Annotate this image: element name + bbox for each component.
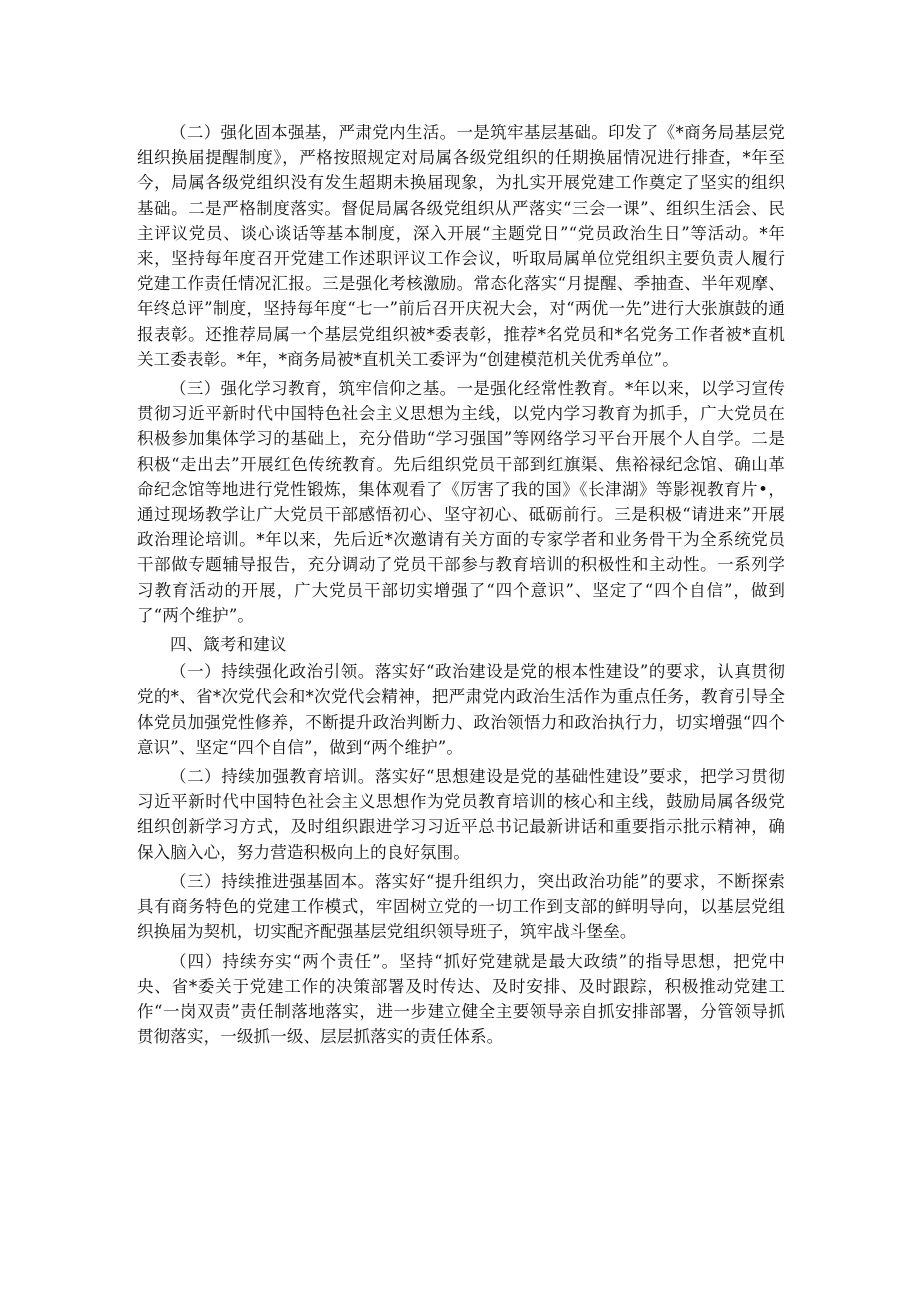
paragraph-study-education: （三）强化学习教育，筑牢信仰之基。一是强化经常性教育。*年以来，以学习宣传贯彻习近平新时代中国特色社会主义思想为主线，以党内学习教育为抓手，广大党员在积极参加集体学习的基础上，充分借助“学习强国”等网络学习平台开展个人自学。二是积极“走出去”开展红色传统教育。先后组织党员干部到红旗渠、焦裕禄纪念馆、确山革命纪念馆等地进行党性锻炼，集体观看了《厉害了我的国》《长津湖》等影视教育片•，通过现场教学让广大党员干部感悟初心、坚守初心、砥砺前行。三是积极“请进来”开展政治理论培训。*年以来，先后近*次邀请有关方面的专家学者和业务骨干为全系统党员干部做专题辅导报告，充分调动了党员干部参与教育培训的积极性和主动性。一系列学习教育活动的开展，广大党员干部切实增强了“四个意识”、坚定了“四个自信”，做到了“两个维护”。 <box>137 379 785 625</box>
paragraph-strengthen-foundation: （二）强化固本强基，严肃党内生活。一是筑牢基层基础。印发了《*商务局基层党组织换届提醒制度》，严格按照规定对局属各级党组织的任期换届情况进行排查，*年至今，局属各级党组织没有发生超期未换届现象，为扎实开展党建工作奠定了坚实的组织基础。二是严格制度落实。督促局属各级党组织从严落实“三会一课”、组织生活会、民主评议党员、谈心谈话等基本制度，深入开展“主题党日”“党员政治生日”等活动。*年来，坚持每年度召开党建工作述职评议工作会议，听取局属单位党组织主要负责人履行党建工作责任情况汇报。三是强化考核激励。常态化落实“月提醒、季抽查、半年观摩、年终总评”制度，坚持每年度“七一”前后召开庆祝大会，对“两优一先”进行大张旗鼓的通报表彰。还推荐局属一个基层党组织被*委表彰，推荐*名党员和*名党务工作者被*直机关工委表彰。*年，*商务局被*直机关工委评为“创建模范机关优秀单位”。 <box>137 123 785 369</box>
paragraph-political-guidance: （一）持续强化政治引领。落实好“政治建设是党的根本性建设”的要求，认真贯彻党的*、省*次党代会和*次党代会精神，把严肃党内政治生活作为重点任务，教育引导全体党员加强党性修养，不断提升政治判断力、政治领悟力和政治执行力，切实增强“四个意识”、坚定“四个自信”，做到“两个维护”。 <box>137 662 785 757</box>
paragraph-two-responsibilities: （四）持续夯实“两个责任”。坚持“抓好党建就是最大政绩”的指导思想，把党中央、省*委关于党建工作的决策部署及时传达、及时安排、及时跟踪，积极推动党建工作“一岗双责”责任制落地落实，进一步建立健全主要领导亲自抓安排部署，分管领导抓贯彻落实，一级抓一级、层层抓落实的责任体系。 <box>137 951 785 1047</box>
paragraph-grassroots-strengthening: （三）持续推进强基固本。落实好“提升组织力，突出政治功能”的要求，不断探索具有商务特色的党建工作模式，牢固树立党的一切工作到支部的鲜明导向，以基层党组织换届为契机，切实配齐配强基层党组织领导班子，筑牢战斗堡垒。 <box>137 871 785 942</box>
paragraph-education-training: （二）持续加强教育培训。落实好“思想建设是党的基础性建设”要求，把学习贯彻习近平新时代中国特色社会主义思想作为党员教育培训的核心和主线，鼓励局属各级党组织创新学习方式，及时组织跟进学习习近平总书记最新讲话和重要指示批示精神，确保入脑入心，努力营造积极向上的良好氛围。 <box>137 767 785 862</box>
section-heading-suggestions: 四、箴考和建议 <box>170 635 287 655</box>
document-body <box>137 120 785 1049</box>
